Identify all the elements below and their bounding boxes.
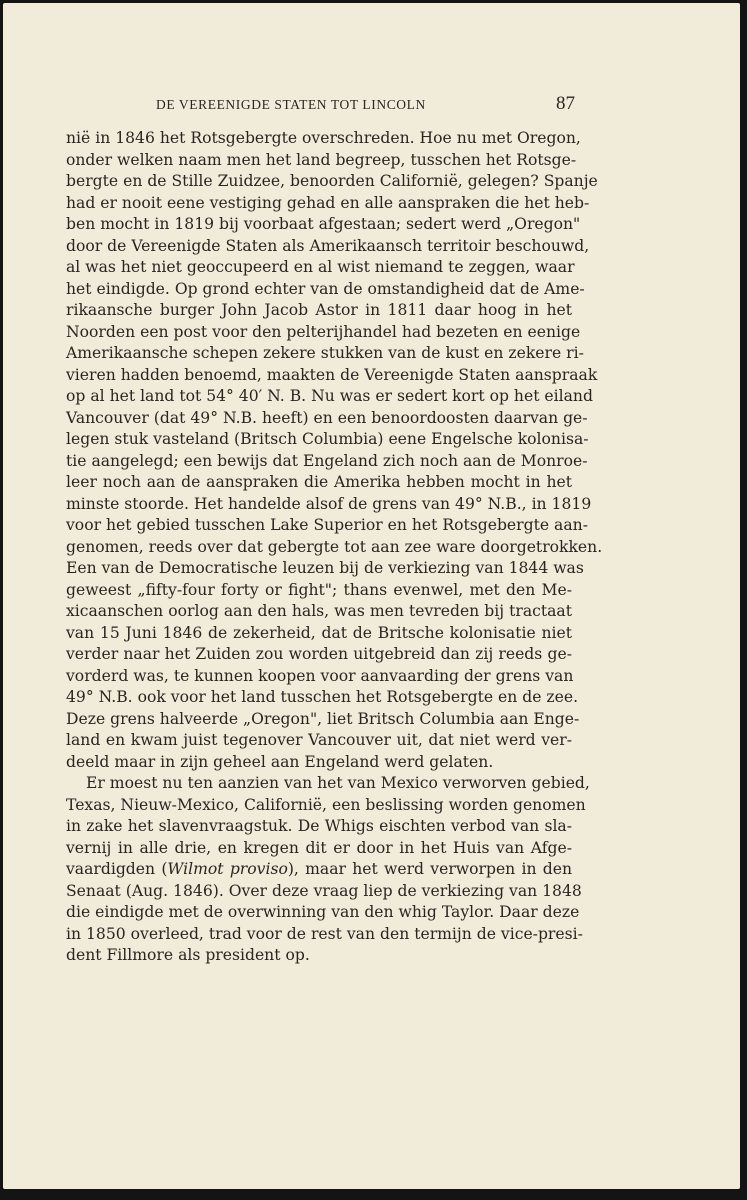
text-line: geweest „fifty-four forty or fight"; thans evenwel, met den Me- bbox=[66, 580, 572, 599]
text-line: xicaanschen oorlog aan den hals, was men tevreden bij tractaat bbox=[66, 602, 572, 620]
text-line: door de Vereenigde Staten als Amerikaansch territoir beschouwd, bbox=[66, 236, 590, 255]
text-fragment: ), maar het werd verworpen in den bbox=[287, 860, 572, 878]
text-line: had er nooit eene vestiging gehad en alle aanspraken die het heb- bbox=[66, 193, 590, 212]
page-number: 87 bbox=[556, 93, 575, 114]
text-line: niё in 1846 het Rotsgebergte overschreden. Hoe nu met Oregon, bbox=[66, 129, 581, 147]
text-line: van 15 Juni 1846 de zekerheid, dat de Britsche kolonisatie niet bbox=[66, 623, 572, 642]
text-line: ben mocht in 1819 bij voorbaat afgestaan; sedert werd „Oregon" bbox=[66, 215, 581, 233]
text-line: vorderd was, te kunnen koopen voor aanvaarding der grens van bbox=[66, 666, 574, 685]
text-line: land en kwam juist tegenover Vancouver uit, dat niet werd ver- bbox=[66, 731, 572, 749]
text-line: Senaat (Aug. 1846). Over deze vraag liep de verkiezing van 1848 bbox=[66, 881, 582, 900]
page-header bbox=[156, 93, 575, 115]
text-line: in 1850 overleed, trad voor de rest van den termijn de vice-presi- bbox=[66, 924, 583, 943]
text-line: vernij in alle drie, en kregen dit er door in het Huis van Afge- bbox=[66, 838, 572, 857]
paragraph-2 bbox=[66, 773, 590, 967]
book-page bbox=[3, 3, 740, 1189]
paragraph-1 bbox=[66, 128, 603, 773]
text-line: vieren hadden benoemd, maakten de Vereenigde Staten aanspraak bbox=[66, 365, 598, 384]
text-line: rikaansche burger John Jacob Astor in 1811 daar hoog in het bbox=[66, 301, 572, 319]
text-line: Er moest nu ten aanzien van het van Mexico verworven gebied, bbox=[86, 774, 590, 792]
text-line: die eindigde met de overwinning van den whig Taylor. Daar deze bbox=[66, 903, 580, 921]
text-line: bergte en de Stille Zuidzee, benoorden Californië, gelegen? Spanje bbox=[66, 172, 598, 190]
text-line: Amerikaansche schepen zekere stukken van de kust en zekere ri- bbox=[66, 344, 584, 362]
italic-term: Wilmot proviso bbox=[167, 860, 288, 878]
text-line: dent Fillmore als president op. bbox=[66, 946, 310, 964]
text-line: in zake het slavenvraagstuk. De Whigs eischten verbod van sla- bbox=[66, 817, 572, 835]
text-line: Noorden een post voor den pelterijhandel had bezeten en eenige bbox=[66, 322, 581, 341]
text-line: deeld maar in zijn geheel aan Engeland werd gelaten. bbox=[66, 752, 494, 771]
text-line: 49° N.B. ook voor het land tusschen het Rotsgebergte en de zee. bbox=[66, 688, 579, 706]
text-line: al was het niet geoccupeerd en al wist niemand te zeggen, waar bbox=[66, 258, 575, 276]
text-line: het eindigde. Op grond echter van de omstandigheid dat de Ame- bbox=[66, 279, 585, 298]
running-head: DE VEREENIGDE STATEN TOT LINCOLN bbox=[156, 97, 426, 112]
text-line: tie aangelegd; een bewijs dat Engeland zich noch aan de Monroe- bbox=[66, 451, 588, 470]
text-line: op al het land tot 54° 40′ N. B. Nu was er sedert kort op het eiland bbox=[66, 387, 593, 405]
text-fragment: vaardigden ( bbox=[66, 860, 168, 878]
text-line bbox=[66, 859, 572, 881]
text-line: Een van de Democratische leuzen bij de verkiezing van 1844 was bbox=[66, 559, 584, 577]
text-line: voor het gebied tusschen Lake Superior en het Rotsgebergte aan- bbox=[66, 516, 588, 534]
text-line: verder naar het Zuiden zou worden uitgebreid dan zij reeds ge- bbox=[66, 645, 572, 663]
text-line: Vancouver (dat 49° N.B. heeft) en een benoordoosten daarvan ge- bbox=[66, 408, 588, 427]
body-text bbox=[66, 128, 603, 967]
text-line: Texas, Nieuw-Mexico, Californië, een beslissing worden genomen bbox=[66, 795, 586, 814]
text-line: onder welken naam men het land begreep, tusschen het Rotsge- bbox=[66, 150, 577, 169]
text-line: genomen, reeds over dat gebergte tot aan zee ware doorgetrokken. bbox=[66, 537, 603, 556]
text-line: Deze grens halveerde „Oregon", liet Britsch Columbia aan Enge- bbox=[66, 709, 580, 728]
text-line: leer noch aan de aanspraken die Amerika hebben mocht in het bbox=[66, 473, 572, 491]
text-line: legen stuk vasteland (Britsch Columbia) eene Engelsche kolonisa- bbox=[66, 430, 589, 448]
text-line: minste stoorde. Het handelde alsof de grens van 49° N.B., in 1819 bbox=[66, 494, 592, 513]
